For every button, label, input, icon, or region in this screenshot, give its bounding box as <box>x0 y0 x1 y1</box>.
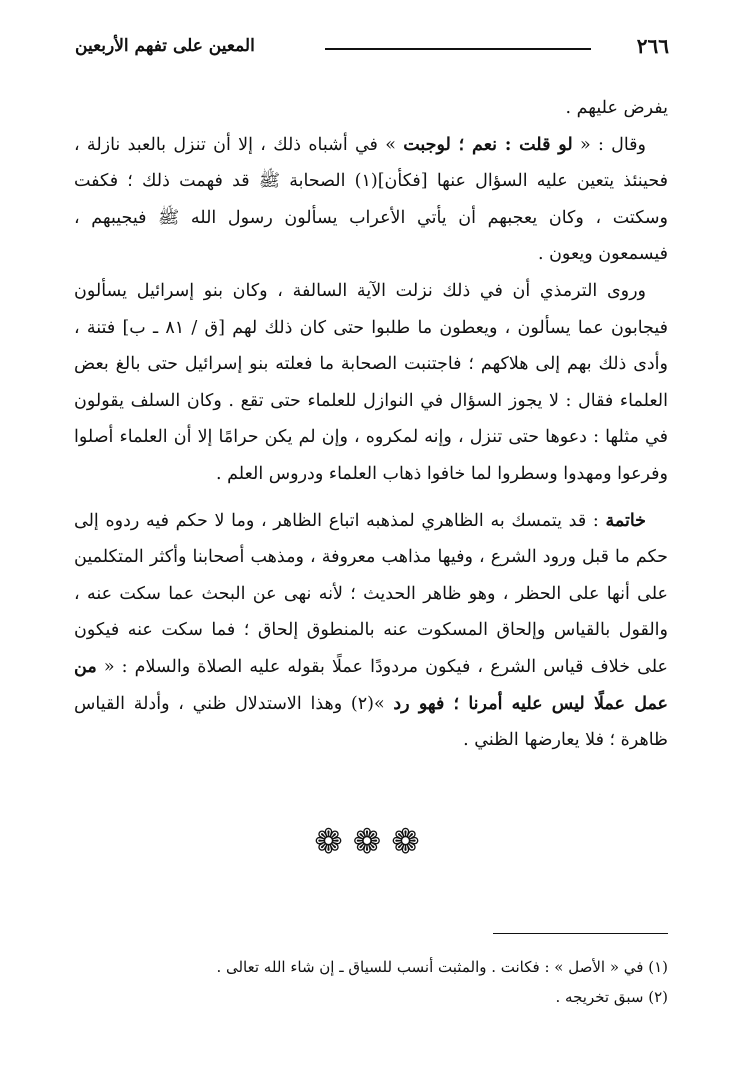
page-number: ٢٦٦ <box>636 34 669 58</box>
paragraph-2 <box>74 127 668 273</box>
paragraph-2-text: » في أشباه ذلك ، إلا أن تنزل بالعبد نازلة ، فحينئذ يتعين عليه السؤال عنها [فكأن](١) الصحابة ﷺ قد فهمت ذلك ؛ فكفت وسكتت ، وكان يعجبهم أن يأتي الأعراب يسألون رسول الله ﷺ فيجيبهم ، فيسمعون ويعون . <box>74 134 668 265</box>
footnote-2: (٢) سبق تخريجه . <box>555 988 668 1006</box>
paragraph-4-text: : قد يتمسك به الظاهري لمذهبه اتباع الظاهر ، وما لا حكم فيه ردوه إلى حكم ما قبل ورود الشرع ، وفيها مذاهب معروفة ، ومذهب أصحابنا وأكثر المتكلمين على أنها على الحظر ، وهو ظاهر الحديث ؛ لأنه نهى عن البحث عما سكت عنه ، والقول بالقياس وإلحاق المسكوت عنه بالمنطوق إلحاق ؛ فما سكت عنه فيكون على خلاف قياس الشرع ، فيكون مردودًا عملًا بقوله عليه الصلاة والسلام : « <box>74 510 668 677</box>
footnote-1: (١) في « الأصل » : فكانت . والمثبت أنسب للسياق ـ إن شاء الله تعالى . <box>216 958 668 976</box>
hadith-quote: من عمل عملًا ليس عليه أمرنا ؛ فهو رد <box>74 656 668 714</box>
paragraph-4 <box>74 503 668 759</box>
paragraph-3: وروى الترمذي أن في ذلك نزلت الآية السالفة ، وكان بنو إسرائيل يسألون فيجابون عما يسألون ، ويعطون ما طلبوا حتى كان ذلك لهم [ق / ٨١ ـ ب] فتنة ، وأدى ذلك بهم إلى هلاكهم ؛ فاجتنبت الصحابة ما فعلته بنو إسرائيل حتى بالغ بعض العلماء فقال : لا يجوز السؤال في النوازل للعلماء حتى تقع . وكان السلف يقولون في مثلها : دعوها حتى تنزل ، وإنه لمكروه ، وإن لم يكن حرامًا إلا أن العلماء أصلوا وفرعوا ومهدوا وسطروا لما خافوا ذهاب العلماء ودروس العلم . <box>74 280 668 484</box>
page-header <box>75 34 669 64</box>
main-text <box>74 90 668 759</box>
paragraph-2-lead: وقال : « <box>572 134 646 155</box>
footnotes <box>74 952 668 1012</box>
footnote-divider <box>493 933 668 934</box>
conclusion-label: خاتمة <box>605 510 646 531</box>
quoted-phrase: لو قلت : نعم ؛ لوجبت <box>403 134 573 155</box>
header-rule <box>325 48 591 50</box>
running-title: المعين على تفهم الأربعين <box>75 36 255 56</box>
section-ornament: ❁❁❁ <box>314 822 430 862</box>
paragraph-4-end: »(٢) وهذا الاستدلال ظني ، وأدلة القياس ظاهرة ؛ فلا يعارضها الظني . <box>74 693 668 751</box>
paragraph-1: يفرض عليهم . <box>565 98 668 118</box>
